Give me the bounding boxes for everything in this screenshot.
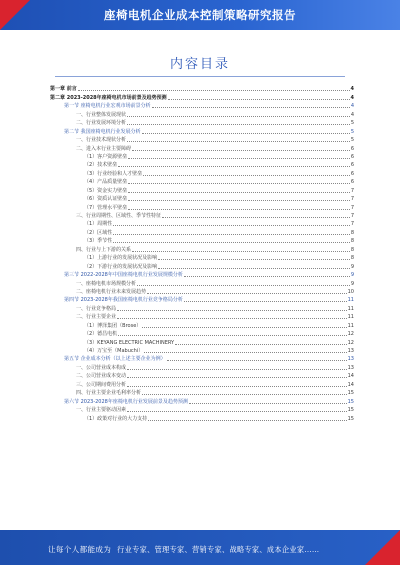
toc-entry-title: 二、进入本行业主要障碍	[76, 145, 132, 152]
toc-page-number: 13	[347, 356, 354, 363]
toc-entry-title: 四、行业主要企业毛利率分析	[76, 390, 142, 397]
toc-entry[interactable]	[50, 126, 354, 134]
toc-leader-dots	[162, 213, 350, 218]
toc-entry[interactable]	[50, 354, 354, 362]
toc-page-number: 8	[350, 229, 354, 236]
toc-leader-dots	[142, 390, 347, 395]
toc-entry[interactable]	[50, 143, 354, 151]
toc-entry[interactable]	[50, 303, 354, 311]
toc-entry-title: 一、公司营业成本构成	[76, 364, 127, 371]
toc-page-number: 11	[347, 322, 354, 329]
toc-page-number: 15	[347, 390, 354, 397]
toc-entry[interactable]	[50, 396, 354, 404]
toc-entry[interactable]	[50, 177, 354, 185]
toc-page-number: 6	[350, 153, 354, 160]
toc-leader-dots	[128, 154, 350, 159]
toc-entry[interactable]	[50, 168, 354, 176]
toc-leader-dots	[143, 171, 350, 176]
toc-page-number: 13	[347, 364, 354, 371]
toc-entry-title: 一、座椅电机市场规模分析	[76, 280, 137, 287]
toc-leader-dots	[128, 205, 350, 210]
toc-entry[interactable]	[50, 84, 354, 92]
toc-entry-title: 第四节 2023-2028年我国座椅电机行业竞争格局分析	[64, 297, 183, 304]
toc-page-number: 4	[350, 111, 354, 118]
toc-page-number: 7	[350, 213, 354, 219]
toc-entry[interactable]	[50, 379, 354, 387]
toc-entry-title: 一、行业技术现状分析	[76, 137, 127, 144]
toc-page-number: 7	[350, 187, 354, 194]
toc-entry[interactable]	[50, 312, 354, 320]
toc-leader-dots	[118, 162, 350, 167]
toc-entry[interactable]	[50, 270, 354, 278]
toc-leader-dots	[113, 221, 350, 226]
toc-entry[interactable]	[50, 320, 354, 328]
toc-page-number: 6	[350, 170, 354, 177]
toc-entry-title: （6）资质认证壁垒	[84, 196, 128, 203]
toc-entry[interactable]	[50, 194, 354, 202]
toc-entry[interactable]	[50, 287, 354, 295]
toc-page-number: 12	[347, 339, 354, 346]
toc-page-number: 10	[347, 288, 354, 295]
toc-leader-dots	[168, 95, 350, 100]
toc-leader-dots	[132, 146, 350, 151]
toc-entry-title: 二、行业主要企业	[76, 314, 117, 321]
toc-entry-title: 第五节 企业成本分析（以上述主要企业为例）	[64, 356, 166, 363]
toc-leader-dots	[117, 306, 347, 311]
toc-page-number: 8	[350, 238, 354, 245]
toc-page-number: 5	[350, 120, 354, 127]
toc-page-number: 5	[350, 137, 354, 144]
toc-leader-dots	[137, 281, 350, 286]
toc-page-number: 6	[350, 145, 354, 152]
toc-entry[interactable]	[50, 371, 354, 379]
toc-entry[interactable]	[50, 405, 354, 413]
toc-entry[interactable]	[50, 236, 354, 244]
toc-page-number: 13	[347, 348, 354, 354]
toc-entry[interactable]	[50, 413, 354, 421]
toc-leader-dots	[175, 340, 347, 345]
page-footer	[0, 530, 400, 565]
table-of-contents	[50, 84, 354, 422]
toc-page-number: 15	[347, 415, 354, 422]
toc-entry-title: （1）客户资源壁垒	[84, 153, 128, 160]
toc-entry-title: （2）下游行业的发展状况及影响	[84, 263, 158, 270]
toc-leader-dots	[127, 407, 347, 412]
toc-page-number: 12	[347, 331, 354, 338]
toc-leader-dots	[128, 188, 350, 193]
toc-entry[interactable]	[50, 388, 354, 396]
toc-entry-title: 一、行业整体发展现状	[76, 111, 127, 118]
toc-entry-title: 第二章 2023-2028年座椅电机市场前景及趋势预测	[50, 94, 167, 101]
footer-slogan	[48, 544, 319, 555]
toc-entry-title: （4）产品质量壁垒	[84, 179, 128, 186]
toc-entry[interactable]	[50, 92, 354, 100]
toc-entry-title: 第二节 我国座椅电机行业发展分析	[64, 128, 141, 135]
toc-entry[interactable]	[50, 362, 354, 370]
toc-entry-title: 第一章 前言	[50, 86, 77, 93]
toc-entry-title: 第一节 座椅电机行业宏观市场前景分析	[64, 103, 151, 110]
toc-page-number: 15	[347, 398, 354, 405]
toc-page-number: 4	[350, 94, 354, 101]
toc-entry-title: 四、行业与上下游的关系	[76, 246, 132, 253]
toc-leader-dots	[127, 373, 347, 378]
toc-leader-dots	[142, 129, 350, 134]
toc-leader-dots	[158, 264, 350, 269]
toc-page-number: 7	[350, 204, 354, 211]
toc-page-number: 8	[350, 255, 354, 262]
toc-leader-dots	[148, 416, 346, 421]
toc-leader-dots	[127, 365, 347, 370]
toc-leader-dots	[78, 86, 350, 91]
toc-entry[interactable]	[50, 244, 354, 252]
toc-entry-title: （1）周期性	[84, 221, 113, 228]
toc-leader-dots	[128, 196, 350, 201]
toc-entry[interactable]	[50, 227, 354, 235]
footer-accent	[365, 530, 400, 565]
toc-page-number: 8	[350, 246, 354, 253]
toc-entry-title: 三、公司期间费用分析	[76, 381, 127, 388]
toc-leader-dots	[152, 103, 350, 108]
toc-leader-dots	[184, 272, 350, 277]
toc-entry[interactable]	[50, 152, 354, 160]
toc-leader-dots	[117, 314, 347, 319]
toc-leader-dots	[184, 297, 347, 302]
toc-page-number: 5	[350, 128, 354, 135]
toc-leader-dots	[127, 382, 347, 387]
toc-page-number: 4	[350, 86, 354, 93]
divider	[55, 76, 345, 77]
toc-leader-dots	[113, 230, 350, 235]
toc-entry-title: 二、公司营业成本变动	[76, 373, 127, 380]
toc-entry[interactable]	[50, 135, 354, 143]
toc-page-number: 11	[347, 305, 354, 312]
toc-page-number: 7	[350, 221, 354, 228]
toc-entry[interactable]	[50, 253, 354, 261]
toc-page-number: 14	[347, 381, 354, 388]
toc-page-number: 11	[347, 314, 354, 321]
toc-entry-title: （3）行业经验和人才壁垒	[84, 170, 143, 177]
report-title: 座椅电机企业成本控制策略研究报告	[104, 8, 296, 22]
toc-entry-title: （2）区域性	[84, 229, 113, 236]
toc-entry-title: 一、行业主要驱动因素	[76, 407, 127, 414]
footer-slogan-lead: 让每个人都能成为	[48, 545, 112, 554]
toc-entry[interactable]	[50, 160, 354, 168]
toc-leader-dots	[127, 120, 350, 125]
toc-leader-dots	[118, 331, 346, 336]
toc-entry-title: （7）管理水平壁垒	[84, 204, 128, 211]
toc-entry-title: （4）万宝至（Mabuchi）	[84, 348, 144, 354]
toc-entry[interactable]	[50, 295, 354, 303]
toc-entry[interactable]	[50, 337, 354, 345]
toc-leader-dots	[144, 348, 346, 353]
toc-entry-title: （1）上游行业的发展状况及影响	[84, 255, 158, 262]
toc-leader-dots	[132, 247, 350, 252]
toc-leader-dots	[167, 356, 347, 361]
toc-page-number: 6	[350, 162, 354, 169]
toc-page-number: 15	[347, 407, 354, 414]
toc-page-number: 6	[350, 179, 354, 186]
toc-entry-title: 三、行业周期性、区域性、季节性特征	[76, 213, 162, 219]
toc-entry[interactable]	[50, 101, 354, 109]
toc-entry[interactable]	[50, 185, 354, 193]
toc-entry-title: （2）德昌电机	[84, 331, 118, 338]
toc-entry[interactable]	[50, 261, 354, 269]
page-header	[0, 0, 400, 30]
toc-entry[interactable]	[50, 329, 354, 337]
toc-entry[interactable]	[50, 202, 354, 210]
toc-entry-title: （3）季节性	[84, 238, 113, 245]
toc-entry-title: （5）资金实力壁垒	[84, 187, 128, 194]
toc-page-number: 9	[350, 263, 354, 270]
toc-leader-dots	[142, 323, 346, 328]
toc-page-number: 11	[347, 297, 354, 304]
toc-page-number: 9	[350, 272, 354, 279]
toc-page-number: 14	[347, 373, 354, 380]
toc-entry[interactable]	[50, 211, 354, 219]
toc-entry-title: （1）博泽集团（Brose）	[84, 322, 142, 329]
toc-entry-title: （2）技术壁垒	[84, 162, 118, 169]
toc-entry[interactable]	[50, 278, 354, 286]
toc-page-number: 4	[350, 103, 354, 110]
toc-entry-title: 第三节 2022-2028年中国座椅电机行业发展规模分析	[64, 272, 183, 279]
toc-entry[interactable]	[50, 118, 354, 126]
toc-entry-title: （1）政策对行业的大力支持	[84, 415, 148, 422]
toc-leader-dots	[127, 137, 350, 142]
toc-leader-dots	[128, 179, 350, 184]
toc-entry[interactable]	[50, 109, 354, 117]
toc-entry[interactable]	[50, 346, 354, 354]
toc-entry[interactable]	[50, 219, 354, 227]
toc-leader-dots	[113, 238, 350, 243]
toc-leader-dots	[158, 255, 350, 260]
toc-leader-dots	[189, 399, 347, 404]
toc-entry-title: 第六节 2023-2028年座椅电机行业发展前景及趋势预测	[64, 398, 188, 405]
toc-page-number: 9	[350, 280, 354, 287]
toc-page-number: 7	[350, 196, 354, 203]
toc-entry-title: 二、行业发展环境分析	[76, 120, 127, 127]
toc-entry-title: 一、行业竞争格局	[76, 305, 117, 312]
toc-entry-title: （3）KEYANG ELECTRIC MACHINERY	[84, 339, 175, 346]
footer-slogan-text: 行业专家、管理专家、营销专家、战略专家、成本企业家……	[117, 545, 320, 554]
toc-entry-title: 二、座椅电机行业未来发展趋势	[76, 288, 147, 295]
toc-leader-dots	[147, 289, 347, 294]
toc-leader-dots	[127, 112, 350, 117]
toc-heading: 内容目录	[169, 57, 230, 72]
